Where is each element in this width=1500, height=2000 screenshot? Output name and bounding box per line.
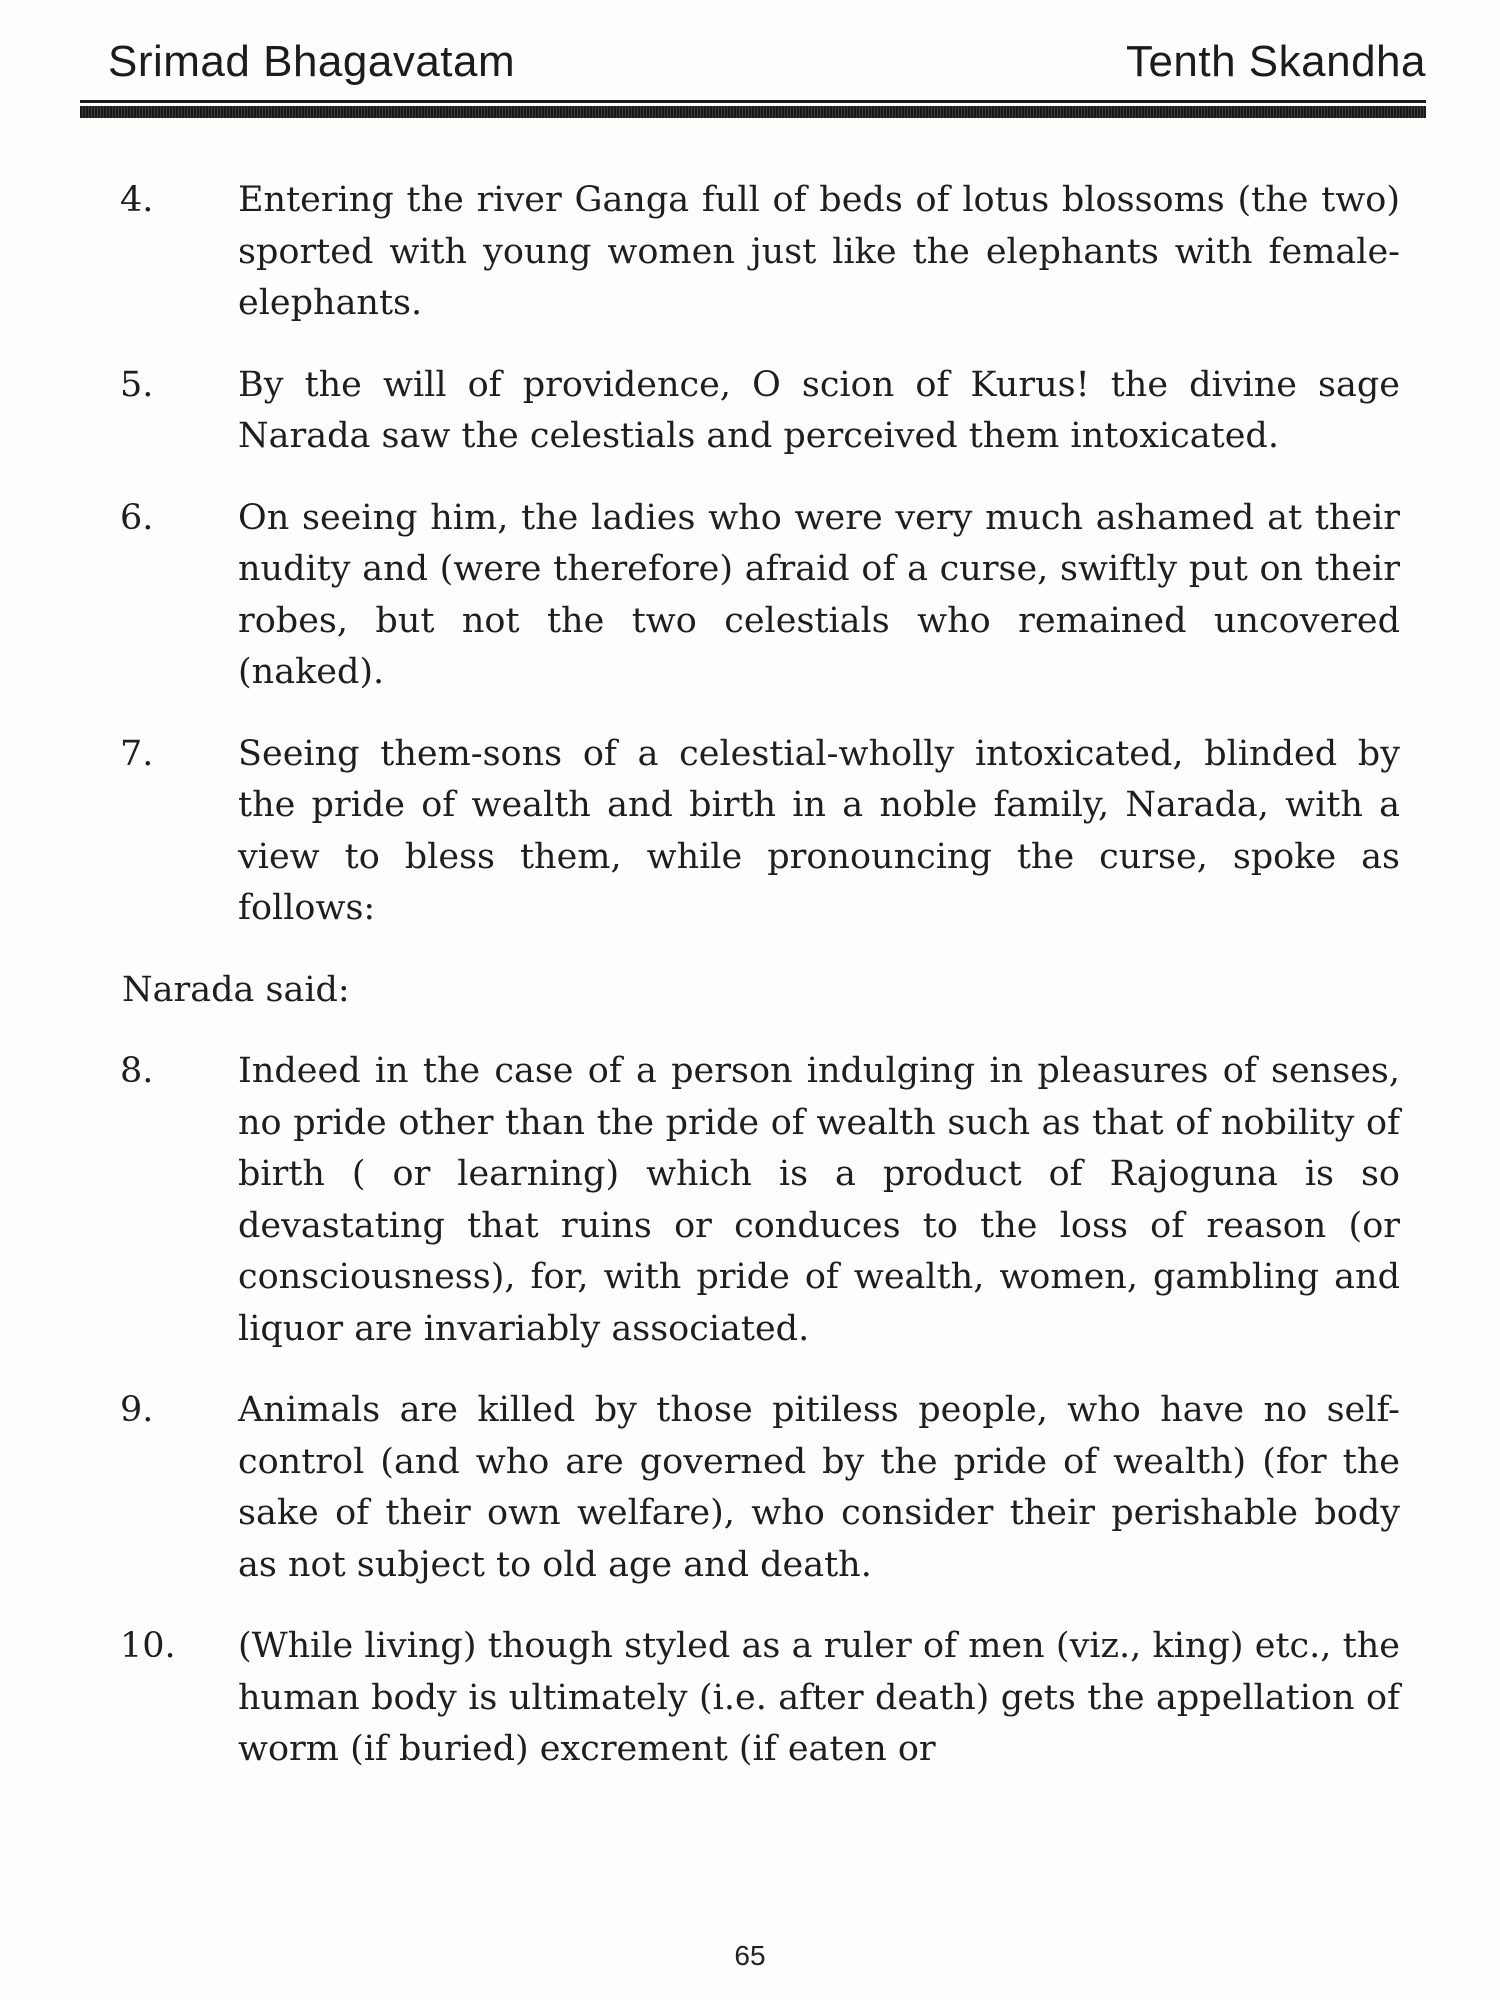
section-title: Tenth Skandha xyxy=(1125,37,1426,86)
page-content xyxy=(120,175,1400,1806)
book-title: Srimad Bhagavatam xyxy=(108,37,516,86)
verse-text: On seeing him, the ladies who were very much ashamed at their nudity and (were therefore) afraid of a curse, swiftly put on their robes, but not the two celestials who remained uncovered (naked). xyxy=(238,497,1400,692)
verse-number: 7. xyxy=(120,733,154,774)
verse-text: Animals are killed by those pitiless people, who have no self-control (and who are governed by the pride of wealth) (for the sake of their own welfare), who consider their perishable body as not subject to old age and death. xyxy=(238,1390,1400,1585)
verse-text: Entering the river Ganga full of beds of lotus blossoms (the two) sported with young women just like the elephants with female- elephants. xyxy=(238,180,1400,323)
verse-10 xyxy=(120,1621,1400,1776)
verse-6 xyxy=(120,493,1400,699)
header-rule-thin xyxy=(80,100,1426,103)
verse-9 xyxy=(120,1385,1400,1591)
verse-number: 6. xyxy=(120,497,154,538)
verse-number: 4. xyxy=(120,180,154,220)
verse-text: Seeing them-sons of a celestial-wholly intoxicated, blinded by the pride of wealth and birth in a noble family, Narada, with a view to bless them, while pronouncing the curse, spoke as follows: xyxy=(238,733,1400,928)
verse-number: 9. xyxy=(120,1390,154,1430)
verse-text: By the will of providence, O scion of Kurus! the divine sage Narada saw the celestials and perceived them intoxicated. xyxy=(238,364,1400,456)
verse-number: 5. xyxy=(120,364,154,405)
verse-number: 10. xyxy=(120,1626,176,1666)
verse-5 xyxy=(120,360,1400,463)
verse-text: Indeed in the case of a person indulging in pleasures of senses, no pride other than the pride of wealth such as that of nobility of birth ( or learning) which is a product of Rajoguna is so devastating that ruins or conduces to the loss of reason (or consciousness), for, with pride of wealth, women, gambling and liquor are invariably associated. xyxy=(238,1051,1400,1349)
speaker-line: Narada said: xyxy=(122,969,350,1010)
verse-number: 8. xyxy=(120,1051,154,1091)
verse-8 xyxy=(120,1046,1400,1355)
verse-4 xyxy=(120,175,1400,330)
page-number: 65 xyxy=(734,1940,766,1971)
page-header xyxy=(80,32,1426,92)
header-rule-thick xyxy=(80,106,1426,118)
verse-text: (While living) though styled as a ruler of men (viz., king) etc., the human body is ultimately (i.e. after death) gets the appellation of worm (if buried) excrement (if eaten or xyxy=(238,1626,1400,1769)
verse-7 xyxy=(120,729,1400,935)
